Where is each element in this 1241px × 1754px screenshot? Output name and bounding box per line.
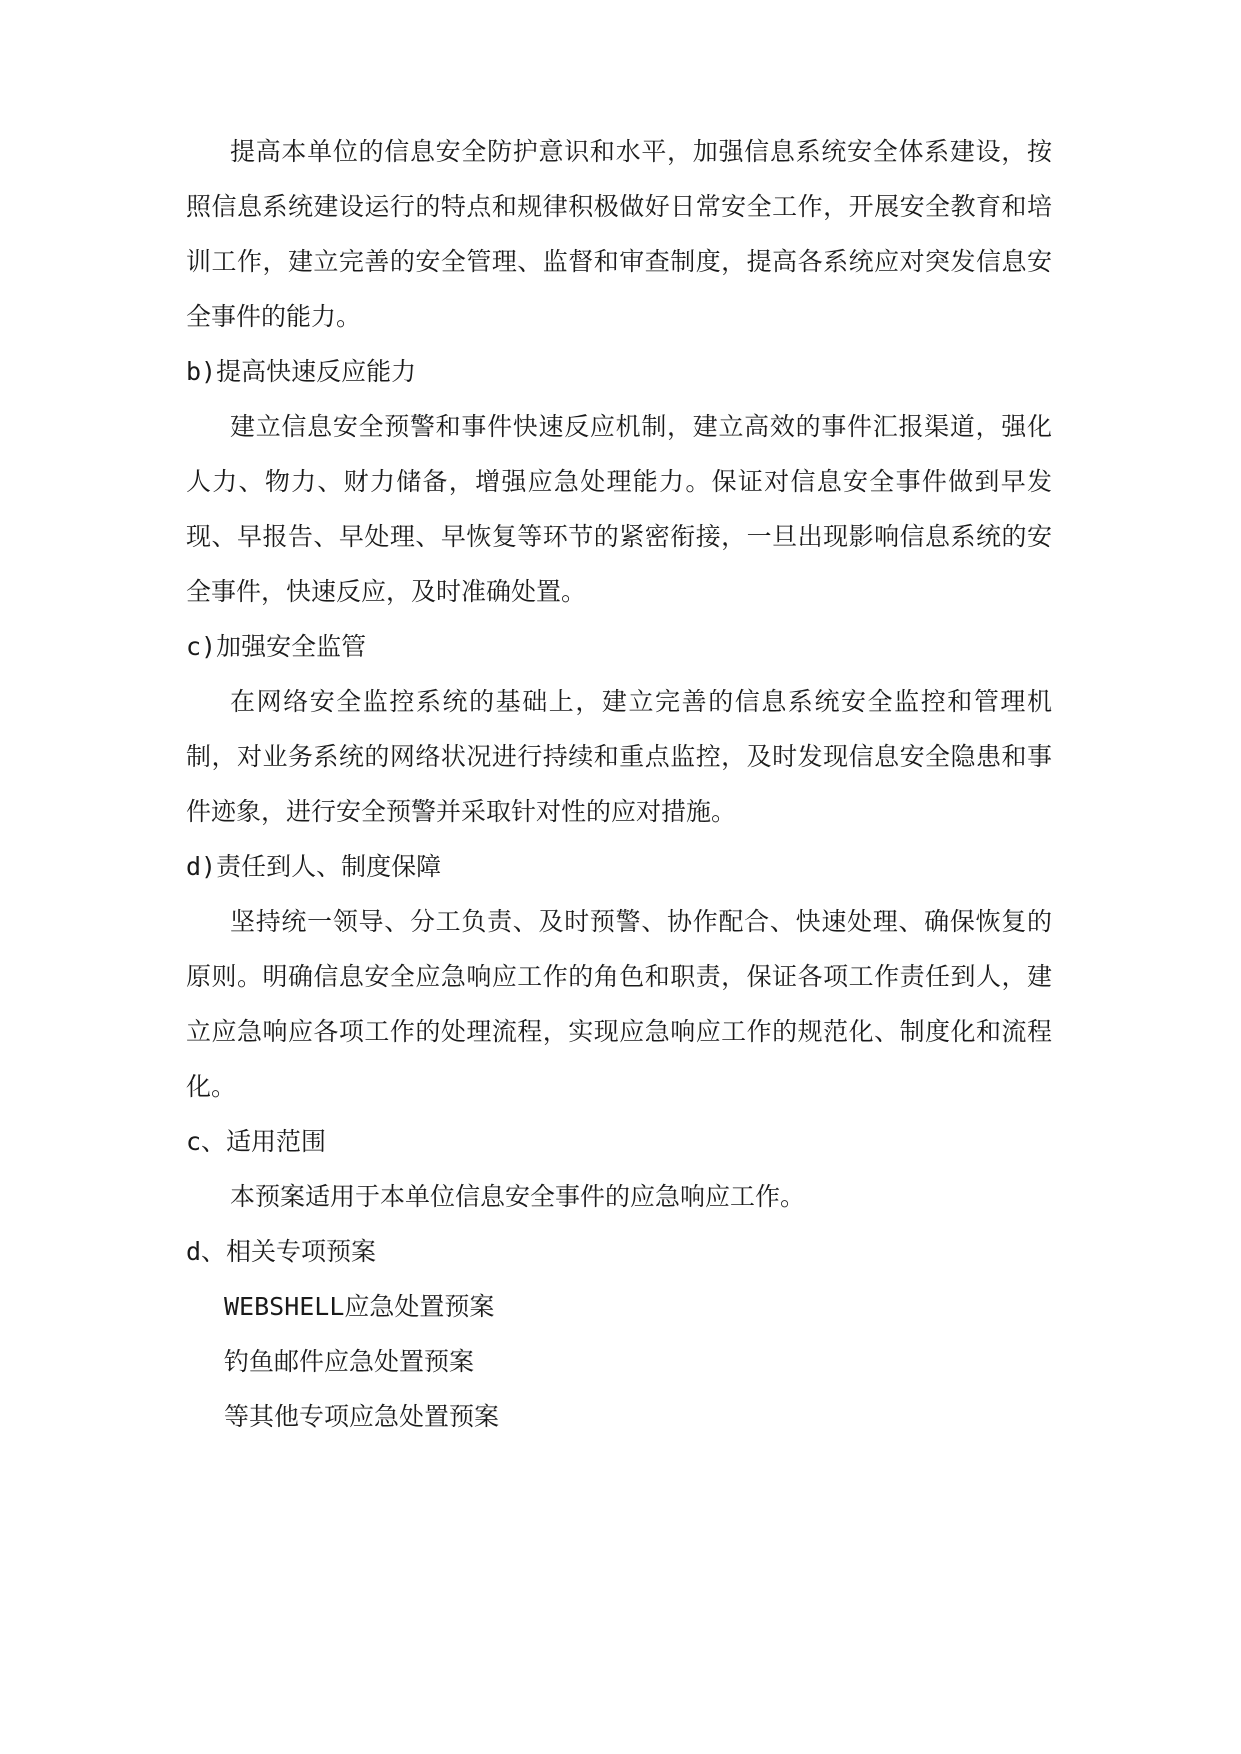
paragraph-line: 原则。明确信息安全应急响应工作的角色和职责，保证各项工作责任到人，建 (186, 962, 1052, 991)
paragraph-line: 全事件的能力。 (186, 302, 362, 331)
section-heading-b: b)提高快速反应能力 (186, 357, 417, 386)
paragraph-line: 化。 (186, 1072, 237, 1101)
paragraph-line: 在网络安全监控系统的基础上，建立完善的信息系统安全监控和管理机 (230, 687, 1052, 716)
paragraph-line: 全事件，快速反应，及时准确处置。 (186, 577, 587, 606)
paragraph-line: 件迹象，进行安全预警并采取针对性的应对措施。 (186, 797, 737, 826)
scope-text: 本预案适用于本单位信息安全事件的应急响应工作。 (230, 1182, 806, 1211)
paragraph-line: 坚持统一领导、分工负责、及时预警、协作配合、快速处理、确保恢复的 (230, 907, 1052, 936)
paragraph-line: 制，对业务系统的网络状况进行持续和重点监控，及时发现信息安全隐患和事 (186, 742, 1052, 771)
section-heading-scope: c、适用范围 (186, 1127, 327, 1156)
paragraph-line: 照信息系统建设运行的特点和规律积极做好日常安全工作，开展安全教育和培 (186, 192, 1052, 221)
paragraph-line: 提高本单位的信息安全防护意识和水平，加强信息系统安全体系建设，按 (230, 137, 1052, 166)
paragraph-line: 训工作，建立完善的安全管理、监督和审查制度，提高各系统应对突发信息安 (186, 247, 1052, 276)
paragraph-line: 建立信息安全预警和事件快速反应机制，建立高效的事件汇报渠道，强化 (230, 412, 1052, 441)
related-plan-item: 钓鱼邮件应急处置预案 (224, 1347, 475, 1376)
related-plan-item: WEBSHELL应急处置预案 (224, 1292, 495, 1321)
paragraph-line: 现、早报告、早处理、早恢复等环节的紧密衔接，一旦出现影响信息系统的安 (186, 522, 1052, 551)
paragraph-line: 人力、物力、财力储备，增强应急处理能力。保证对信息安全事件做到早发 (186, 467, 1052, 496)
section-heading-related: d、相关专项预案 (186, 1237, 377, 1266)
section-heading-d: d)责任到人、制度保障 (186, 852, 442, 881)
related-plan-item: 等其他专项应急处置预案 (224, 1402, 500, 1431)
paragraph-line: 立应急响应各项工作的处理流程，实现应急响应工作的规范化、制度化和流程 (186, 1017, 1052, 1046)
section-heading-c: c)加强安全监管 (186, 632, 367, 661)
